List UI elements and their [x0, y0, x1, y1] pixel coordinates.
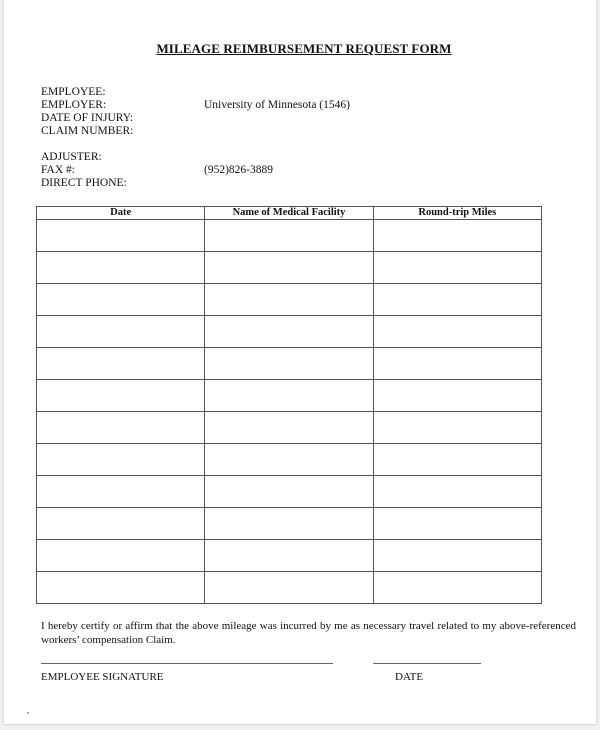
date-cell[interactable] — [37, 508, 205, 540]
facility-column-header: Name of Medical Facility — [205, 207, 373, 220]
employee-signature-label: EMPLOYEE SIGNATURE — [41, 671, 164, 683]
mileage-table — [36, 206, 542, 604]
facility-cell[interactable] — [205, 220, 373, 252]
table-row — [37, 348, 542, 380]
facility-cell[interactable] — [205, 540, 373, 572]
date-cell[interactable] — [37, 476, 205, 508]
date-signature-line[interactable] — [373, 663, 481, 665]
table-row — [37, 252, 542, 284]
date-of-injury-label: DATE OF INJURY: — [41, 112, 134, 124]
table-row — [37, 508, 542, 540]
employee-signature-line[interactable] — [41, 663, 333, 665]
mileage-table-body — [37, 220, 542, 604]
employee-label: EMPLOYEE: — [41, 86, 106, 98]
miles-cell[interactable] — [373, 412, 541, 444]
miles-cell[interactable] — [373, 316, 541, 348]
date-cell[interactable] — [37, 540, 205, 572]
facility-cell[interactable] — [205, 284, 373, 316]
direct-phone-label: DIRECT PHONE: — [41, 177, 127, 189]
miles-cell[interactable] — [373, 444, 541, 476]
table-row — [37, 412, 542, 444]
date-cell[interactable] — [37, 252, 205, 284]
date-cell[interactable] — [37, 316, 205, 348]
date-cell[interactable] — [37, 572, 205, 604]
table-header-row — [37, 207, 542, 220]
facility-cell[interactable] — [205, 252, 373, 284]
miles-cell[interactable] — [373, 348, 541, 380]
employer-label: EMPLOYER: — [41, 99, 107, 111]
miles-cell[interactable] — [373, 252, 541, 284]
claim-number-label: CLAIM NUMBER: — [41, 125, 134, 137]
fax-value: (952)826-3889 — [204, 164, 273, 176]
facility-cell[interactable] — [205, 508, 373, 540]
table-row — [37, 540, 542, 572]
form-title — [4, 41, 600, 57]
date-cell[interactable] — [37, 220, 205, 252]
date-column-header: Date — [37, 207, 205, 220]
miles-column-header: Round-trip Miles — [373, 207, 541, 220]
date-cell[interactable] — [37, 444, 205, 476]
table-row — [37, 476, 542, 508]
table-row — [37, 444, 542, 476]
miles-cell[interactable] — [373, 540, 541, 572]
miles-cell[interactable] — [373, 220, 541, 252]
table-row — [37, 380, 542, 412]
facility-cell[interactable] — [205, 444, 373, 476]
table-row — [37, 284, 542, 316]
date-cell[interactable] — [37, 348, 205, 380]
adjuster-label: ADJUSTER: — [41, 151, 102, 163]
date-label: DATE — [395, 671, 424, 683]
date-cell[interactable] — [37, 412, 205, 444]
miles-cell[interactable] — [373, 476, 541, 508]
facility-cell[interactable] — [205, 476, 373, 508]
employer-value: University of Minnesota (1546) — [204, 99, 350, 111]
table-row — [37, 220, 542, 252]
facility-cell[interactable] — [205, 412, 373, 444]
certification-text: I hereby certify or affirm that the above mileage was incurred by me as necessary travel related to my above-referenced workers’ compensation Claim. — [41, 620, 576, 646]
facility-cell[interactable] — [205, 572, 373, 604]
form-title-text: MILEAGE REIMBURSEMENT REQUEST FORM — [156, 41, 452, 56]
facility-cell[interactable] — [205, 380, 373, 412]
page-mark — [27, 712, 29, 714]
miles-cell[interactable] — [373, 508, 541, 540]
facility-cell[interactable] — [205, 316, 373, 348]
miles-cell[interactable] — [373, 572, 541, 604]
date-cell[interactable] — [37, 380, 205, 412]
date-cell[interactable] — [37, 284, 205, 316]
fax-label: FAX #: — [41, 164, 75, 176]
miles-cell[interactable] — [373, 284, 541, 316]
form-page — [4, 0, 596, 724]
miles-cell[interactable] — [373, 380, 541, 412]
table-row — [37, 316, 542, 348]
facility-cell[interactable] — [205, 348, 373, 380]
table-row — [37, 572, 542, 604]
